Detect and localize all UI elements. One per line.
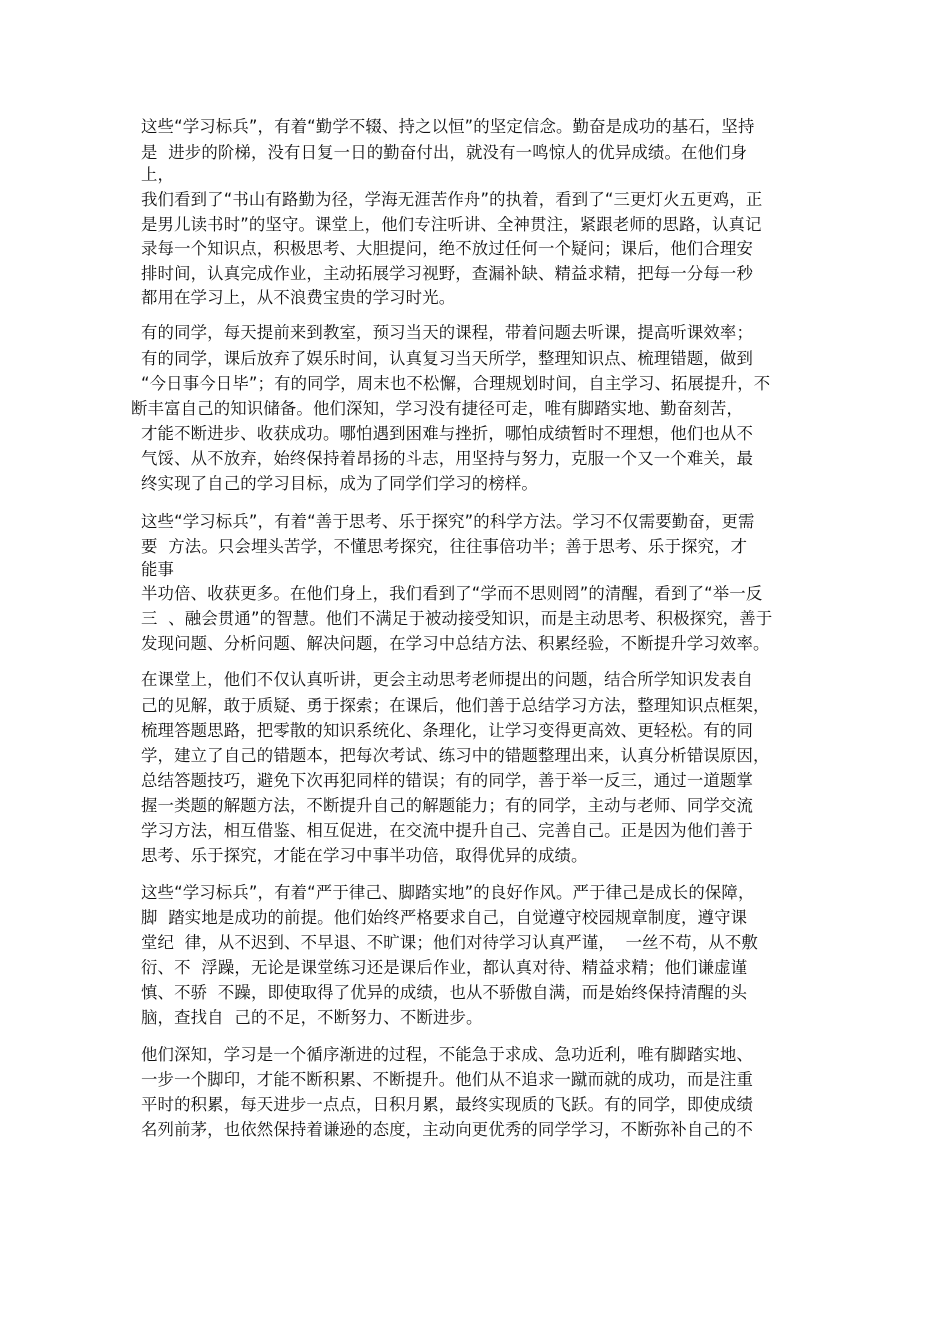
text-line: 思考、乐于探究，才能在学习中事半功倍，取得优异的成绩。 [141,846,588,865]
text-line: “今日事今日毕”；有的同学，周末也不松懈，合理规划时间，自主学习、拓展提升，不 [141,374,771,393]
text-line: 上， [141,165,175,184]
text-line: 终实现了自己的学习目标，成为了同学们学习的榜样。 [141,474,538,493]
text-line: 脑，查找自 己的不足，不断努力、不断进步。 [141,1008,483,1027]
text-line: 平时的积累，每天进步一点点，日积月累，最终实现质的飞跃。有的同学，即使成绩 [141,1095,754,1114]
text-line: 发现问题、分析问题、解决问题，在学习中总结方法、积累经验，不断提升学习效率。 [141,634,770,653]
text-line: 排时间，认真完成作业，主动拓展学习视野，查漏补缺、精益求精，把每一分每一秒 [141,264,754,283]
text-line: 这些“学习标兵”，有着“严于律己、脚踏实地”的良好作风。严于律己是成长的保障， [141,883,755,902]
text-line: 半功倍、收获更多。在他们身上，我们看到了“学而不思则罔”的清醒，看到了“举一反 [141,584,763,603]
text-line: 己的见解，敢于质疑、勇于探索；在课后，他们善于总结学习方法，整理知识点框架， [141,696,770,715]
text-line: 一步一个脚印，才能不断积累、不断提升。他们从不追求一蹴而就的成功，而是注重 [141,1070,754,1089]
text-line: 他们深知，学习是一个循序渐进的过程，不能急于求成、急功近利，唯有脚踏实地、 [141,1045,754,1064]
text-line: 是男儿读书时”的坚守。课堂上，他们专注听讲、全神贯注，紧跟老师的思路，认真记 [141,215,762,234]
text-line: 握一类题的解题方法，不断提升自己的解题能力；有的同学，主动与老师、同学交流 [141,796,754,815]
text-line: 三 、融会贯通”的智慧。他们不满足于被动接受知识，而是主动思考、积极探究，善于 [141,609,773,628]
text-line: 能事 [141,560,175,579]
text-line: 要 方法。只会埋头苦学，不懂思考探究，往往事倍功半；善于思考、乐于探究，才 [141,537,748,556]
text-line: 学，建立了自己的错题本，把每次考试、练习中的错题整理出来，认真分析错误原因， [141,746,770,765]
text-line: 堂纪 律，从不迟到、不早退、不旷课；他们对待学习认真严谨， 一丝不苟，从不敷 [141,933,758,952]
text-line: 梳理答题思路，把零散的知识系统化、条理化，让学习变得更高效、更轻松。有的同 [141,721,754,740]
text-line: 我们看到了“书山有路勤为径，学海无涯苦作舟”的执着，看到了“三更灯火五更鸡，正 [141,190,763,209]
text-line: 脚 踏实地是成功的前提。他们始终严格要求自己，自觉遵守校园规章制度，遵守课 [141,908,748,927]
text-line: 是 进步的阶梯，没有日复一日的勤奋付出，就没有一鸣惊人的优异成绩。在他们身 [141,143,748,162]
text-line: 这些“学习标兵”，有着“勤学不辍、持之以恒”的坚定信念。勤奋是成功的基石，坚持 [141,117,755,136]
text-line: 在课堂上，他们不仅认真听讲，更会主动思考老师提出的问题，结合所学知识发表自 [141,670,754,689]
text-line: 有的同学，课后放弃了娱乐时间，认真复习当天所学，整理知识点、梳理错题，做到 [141,349,754,368]
text-line: 录每一个知识点，积极思考、大胆提问，绝不放过任何一个疑问；课后，他们合理安 [141,239,754,258]
text-line: 有的同学，每天提前来到教室，预习当天的课程，带着问题去听课，提高听课效率； [141,323,754,342]
text-line: 总结答题技巧，避免下次再犯同样的错误；有的同学，善于举一反三，通过一道题掌 [141,771,754,790]
text-line: 名列前茅，也依然保持着谦逊的态度，主动向更优秀的同学学习，不断弥补自己的不 [141,1120,754,1139]
text-line: 断丰富自己的知识储备。他们深知，学习没有捷径可走，唯有脚踏实地、勤奋刻苦， [131,399,744,418]
text-line: 才能不断进步、收获成功。哪怕遇到困难与挫折，哪怕成绩暂时不理想，他们也从不 [141,424,754,443]
text-line: 这些“学习标兵”，有着“善于思考、乐于探究”的科学方法。学习不仅需要勤奋，更需 [141,512,755,531]
text-line: 慎、不骄 不躁，即使取得了优异的成绩，也从不骄傲自满，而是始终保持清醒的头 [141,983,748,1002]
text-line: 学习方法，相互借鉴、相互促进，在交流中提升自己、完善自己。正是因为他们善于 [141,821,754,840]
text-line: 气馁、从不放弃，始终保持着昂扬的斗志，用坚持与努力，克服一个又一个难关，最 [141,449,754,468]
text-line: 都用在学习上，从不浪费宝贵的学习时光。 [141,288,456,307]
text-line: 衍、不 浮躁，无论是课堂练习还是课后作业，都认真对待、精益求精；他们谦虚谨 [141,958,748,977]
